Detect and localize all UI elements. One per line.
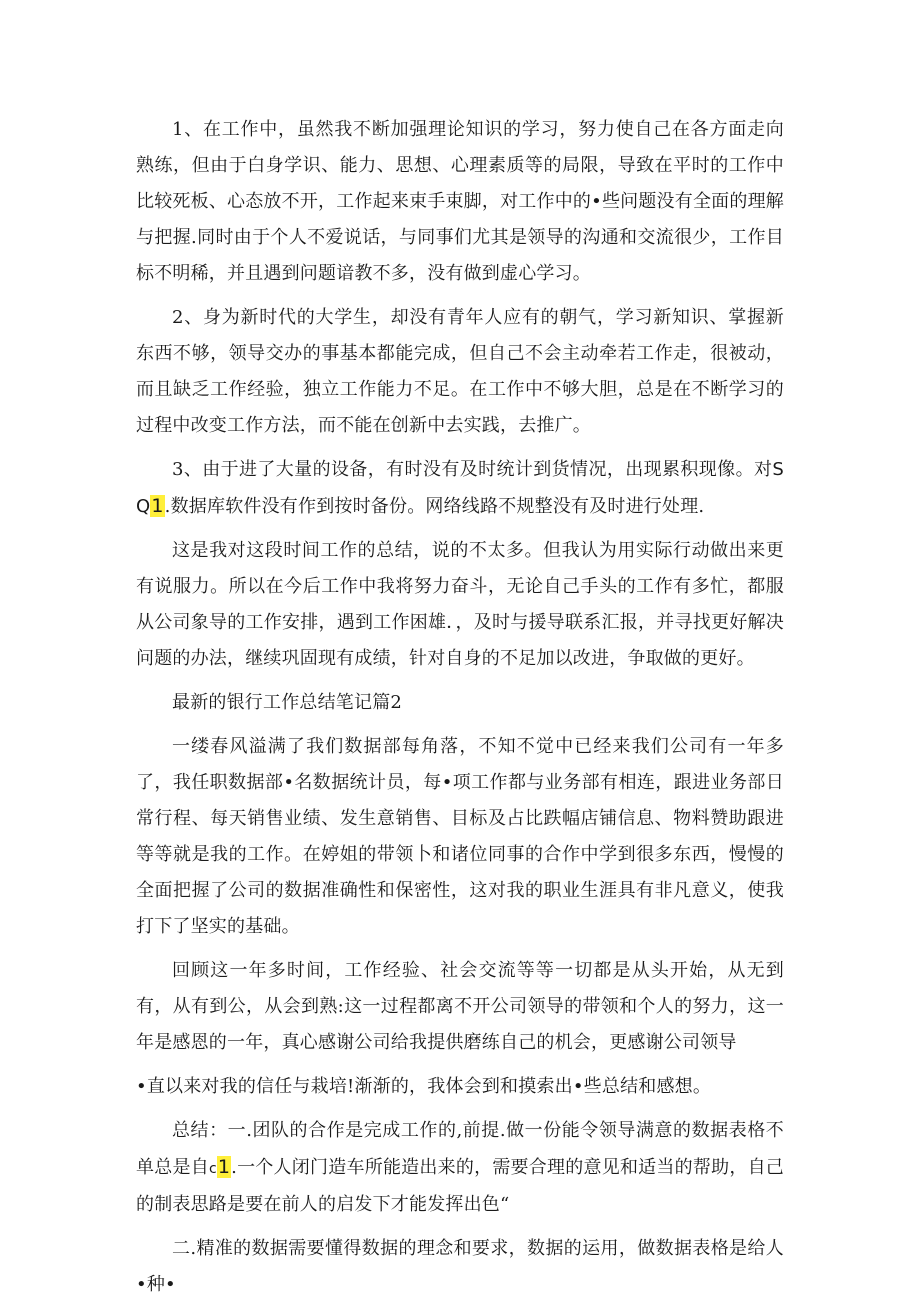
paragraph-3-sql-prefix: SQ xyxy=(136,459,784,517)
paragraph-1: 1、在工作中，虽然我不断加强理论知识的学习，努力使自己在各方面走向熟练，但由于白身学识、能力、思想、心理素质等的局限，导致在平时的工作中比较死板、心态放不开，工作起来束手束脚，对工作中的•些问题没有全面的理解与把握.同时由于个人不爱说话，与同事们尤其是领导的沟通和交流很少，工作目标不明稀，并且遇到问题谙教不多，没有做到虚心学习。 xyxy=(136,119,784,284)
paragraph-7: •直以来对我的信任与栽培!渐渐的，我体会到和摸索出•些总结和感想。 xyxy=(136,1076,712,1097)
paragraph-6: 回顾这一年多时间，工作经验、社会交流等等一切都是从头开始，从无到有，从有到公，从会到熟:这一过程都离不开公司领导的带领和个人的努力，这一年是感恩的一年，真心感谢公司给我提供磨练自己的机会，更感谢公司领导 xyxy=(136,960,784,1053)
paragraph-3-before: 3、由于进了大量的设备，有时没有及时统计到货情况，出现累积现像。对 xyxy=(172,459,773,480)
paragraph-4: 这是我对这段时间工作的总结，说的不太多。但我认为用实际行动做出来更有说服力。所以在今后工作中我将努力奋斗，无论自己手头的工作有多忙，都服从公司象导的工作安排，遇到工作困雄．，及时与援导联系汇报，并寻找更好解决问题的办法，继续巩固现有成绩，针对自身的不足加以改进，争取做的更好。 xyxy=(136,540,784,669)
document-body xyxy=(136,112,784,1311)
paragraph-8-before: 总结：一.团队的合作是完成工作的,前提.做一份能令领导满意的数据表格不单总是自 xyxy=(136,1120,784,1178)
section-title: 最新的银行工作总结笔记篇2 xyxy=(172,692,403,713)
paragraph-3 xyxy=(136,452,784,525)
paragraph-5: 一缕春风溢满了我们数据部每角落，不知不觉中已经来我们公司有一年多了，我任职数据部•名数据统计员，每•项工作都与业务部有相连，跟进业务部日常行程、每天销售业绩、发生意销售、目标及占比跌幅店铺信息、物料赞助跟进等等就是我的工作。在婷姐的带领卜和诸位同事的合作中学到很多东西，慢慢的全面把握了公司的数据准确性和保密性，这对我的职业生涯具有非凡意义，使我打下了坚实的基础。 xyxy=(136,736,784,937)
paragraph-2: 2、身为新时代的大学生，却没有青年人应有的朝气，学习新知识、掌握新东西不够，领导交办的事基本都能完成，但自己不会主动牵若工作走，很被动，而且缺乏工作经验，独立工作能力不足。在工作中不够大胆，总是在不断学习的过程中改变工作方法，而不能在创新中去实践，去推广。 xyxy=(136,307,784,436)
paragraph-8-after: .一个人闭门造车所能造出来的，需要合理的意见和适当的帮助，自己的制表思路是要在前人的启发下才能发挥出色“ xyxy=(136,1157,784,1215)
paragraph-9: 二.精准的数据需要懂得数据的理念和要求，数据的运用，做数据表格是给人•种• xyxy=(136,1238,784,1295)
highlight-mark-2: 1 xyxy=(217,1156,231,1178)
highlight-mark: 1 xyxy=(151,495,164,517)
paragraph-8-small: c xyxy=(208,1161,217,1177)
paragraph-8 xyxy=(136,1113,784,1223)
paragraph-3-after: .数据库软件没有作到按时备份。网络线路不规整没有及时进行处理. xyxy=(164,496,705,517)
